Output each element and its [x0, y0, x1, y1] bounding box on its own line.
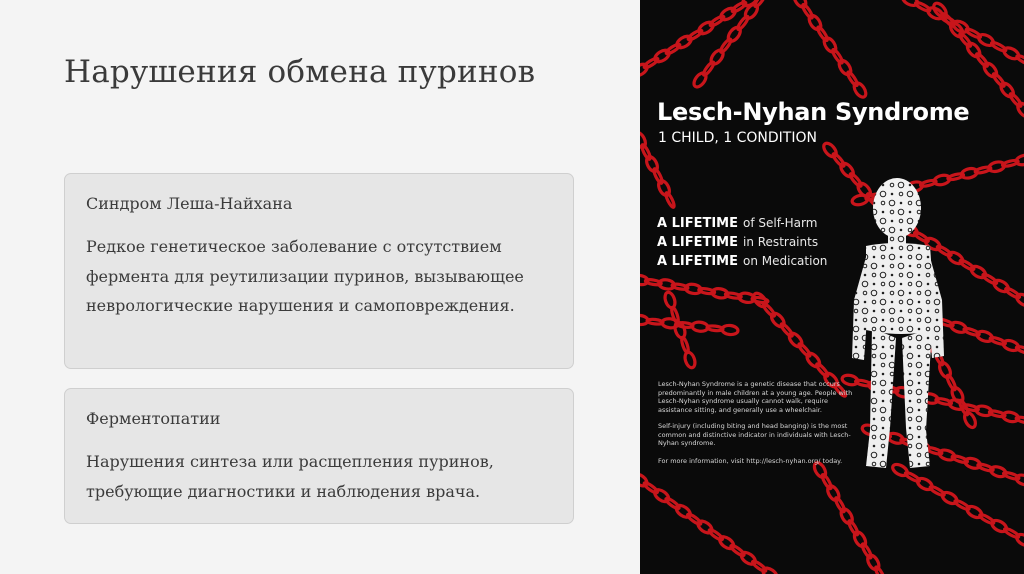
poster-subtitle: 1 CHILD, 1 CONDITION — [658, 130, 817, 146]
chain-link — [1015, 532, 1024, 548]
lifetime-lead: A LIFETIME — [657, 254, 738, 269]
figure-texture-mark — [900, 364, 902, 366]
chain-link — [1016, 416, 1024, 424]
figure-texture-mark — [945, 355, 947, 357]
figure-texture-mark — [943, 308, 949, 314]
figure-texture-mark — [926, 219, 930, 223]
figure-texture-mark — [854, 417, 858, 421]
poster-paragraph: For more information, visit http://lesch-nyhan.org/ today. — [658, 457, 843, 465]
figure-texture-mark — [943, 416, 949, 422]
figure-texture-mark — [944, 237, 948, 241]
figure-texture-mark — [873, 229, 875, 231]
chain-link — [780, 323, 794, 338]
chain-link — [832, 152, 846, 167]
chain-link — [663, 291, 677, 309]
figure-texture-mark — [853, 272, 859, 278]
chain-link — [797, 343, 811, 358]
figure-texture-mark — [898, 425, 904, 431]
figure-texture-mark — [899, 381, 903, 385]
figure-texture-mark — [935, 417, 939, 421]
figure-texture-mark — [900, 391, 902, 393]
card-lesch-nyhan — [64, 173, 574, 369]
figure-texture-mark — [855, 373, 857, 375]
figure-texture-mark — [944, 210, 948, 214]
chain-graphics — [640, 0, 1024, 574]
figure-texture-mark — [935, 201, 939, 205]
figure-texture-mark — [863, 453, 867, 457]
lifetime-line — [657, 212, 817, 231]
figure-texture-mark — [943, 227, 949, 233]
figure-texture-mark — [862, 416, 868, 422]
figure-texture-mark — [943, 443, 949, 449]
figure-texture-mark — [945, 301, 947, 303]
chain-link — [730, 544, 746, 557]
lifetime-line — [657, 231, 818, 250]
poster-title: Lesch-Nyhan Syndrome — [657, 98, 970, 126]
figure-texture-mark — [864, 463, 866, 465]
figure-texture-mark — [862, 443, 868, 449]
figure-texture-mark — [943, 335, 949, 341]
chain-link — [751, 560, 767, 573]
figure-texture-mark — [945, 193, 947, 195]
figure-texture-mark — [864, 247, 866, 249]
figure-texture-mark — [853, 218, 859, 224]
lifetime-rest: on Medication — [743, 254, 828, 268]
figure-texture-mark — [927, 418, 929, 420]
figure-texture-mark — [890, 453, 894, 457]
figure-texture-mark — [890, 426, 894, 430]
chain-link — [762, 303, 776, 318]
figure-texture-mark — [882, 238, 884, 240]
chain-link — [753, 0, 766, 8]
card-body: Нарушения синтеза или расщепления пуринов, требующие диагностики и наблюдения врача. — [86, 452, 494, 501]
figure-texture-mark — [900, 337, 902, 339]
lifetime-lead: A LIFETIME — [657, 235, 738, 250]
figure-texture-mark — [854, 228, 858, 232]
figure-texture-mark — [863, 237, 867, 241]
lifetime-lead: A LIFETIME — [657, 216, 738, 231]
figure-texture-mark — [898, 371, 904, 377]
figure-texture-mark — [862, 227, 868, 233]
figure-texture-mark — [934, 407, 940, 413]
figure-texture-mark — [944, 345, 948, 349]
figure-texture-mark — [934, 434, 940, 440]
figure-texture-mark — [854, 282, 858, 286]
figure-texture-mark — [854, 255, 858, 259]
chain-link — [665, 497, 681, 510]
chain-link — [1009, 92, 1023, 107]
figure-texture-mark — [934, 380, 940, 386]
chain-link — [683, 351, 697, 369]
figure-texture-mark — [864, 355, 866, 357]
chain-link — [852, 81, 868, 99]
chain-link — [1016, 345, 1024, 354]
figure-texture-mark — [934, 218, 940, 224]
figure-texture-mark — [934, 191, 940, 197]
figure-texture-mark — [944, 291, 948, 295]
poster-paragraph: Self-injury (including biting and head banging) is the most common and distinctive indicator in individuals with Lesch-Nyhan syndrome. — [658, 422, 851, 448]
figure-texture-mark — [909, 238, 911, 240]
figure-texture-mark — [945, 274, 947, 276]
figure-texture-mark — [891, 409, 893, 411]
chain-link — [815, 363, 829, 378]
lifetime-rest: in Restraints — [743, 235, 819, 249]
chain-link — [1015, 473, 1024, 487]
figure-texture-mark — [899, 408, 903, 412]
figure-texture-mark — [900, 418, 902, 420]
figure-texture-mark — [862, 389, 868, 395]
figure-texture-mark — [864, 220, 866, 222]
figure-texture-mark — [855, 454, 857, 456]
poster-artwork — [640, 0, 1024, 574]
figure-texture-mark — [943, 200, 949, 206]
chain-link — [686, 513, 702, 526]
lifetime-rest: of Self-Harm — [743, 216, 818, 230]
figure-texture-mark — [871, 236, 877, 242]
figure-texture-mark — [944, 426, 948, 430]
figure-texture-mark — [898, 452, 904, 458]
chain-link — [942, 12, 956, 27]
figure-texture-mark — [863, 210, 867, 214]
figure-texture-mark — [936, 211, 938, 213]
figure-texture-mark — [934, 461, 940, 467]
figure-texture-mark — [855, 211, 857, 213]
figure-texture-mark — [936, 427, 938, 429]
figure-texture-mark — [863, 399, 867, 403]
figure-texture-mark — [945, 220, 947, 222]
figure-texture-mark — [898, 398, 904, 404]
figure-texture-mark — [864, 409, 866, 411]
figure-texture-mark — [871, 182, 877, 188]
figure-texture-mark — [855, 238, 857, 240]
figure-texture-mark — [935, 444, 939, 448]
figure-texture-mark — [945, 463, 947, 465]
figure-texture-mark — [918, 220, 920, 222]
lifetime-line — [657, 250, 827, 269]
figure-texture-mark — [925, 209, 931, 215]
figure-texture-mark — [936, 373, 938, 375]
figure-texture-mark — [944, 264, 948, 268]
lesch-nyhan-poster — [640, 0, 1024, 574]
figure-texture-mark — [918, 193, 920, 195]
figure-texture-mark — [927, 229, 929, 231]
card-body: Редкое генетическое заболевание с отсутствием фермента для реутилизации пуринов, вызывающее неврологические нарушения и самоповреждения. — [86, 237, 524, 315]
figure-texture-mark — [872, 219, 876, 223]
figure-texture-mark — [935, 255, 939, 259]
figure-texture-mark — [945, 328, 947, 330]
figure-texture-mark — [899, 354, 903, 358]
slide-title: Нарушения обмена пуринов — [64, 54, 536, 90]
figure-texture-mark — [900, 445, 902, 447]
figure-texture-mark — [945, 409, 947, 411]
figure-texture-mark — [945, 436, 947, 438]
figure-texture-mark — [864, 436, 866, 438]
chain-link — [1015, 154, 1024, 167]
figure-texture-mark — [935, 228, 939, 232]
figure-texture-mark — [943, 281, 949, 287]
card-heading: Синдром Леша-Найхана — [86, 194, 293, 213]
chain-link — [975, 52, 989, 67]
chain-link — [992, 72, 1006, 87]
figure-texture-mark — [945, 382, 947, 384]
poster-paragraph: Lesch-Nyhan Syndrome is a genetic disease that occurs predominantly in male children at a young age. People with Lesch-Nyhan syndrome usually cannot walk, require assistance sitting, and generally use a wheelchair. — [658, 380, 853, 414]
figure-texture-mark — [944, 453, 948, 457]
figure-texture-mark — [934, 272, 940, 278]
figure-texture-mark — [854, 363, 858, 367]
card-heading: Ферментопатии — [86, 409, 221, 428]
chain-link — [962, 411, 977, 429]
figure-texture-mark — [943, 389, 949, 395]
figure-texture-mark — [936, 265, 938, 267]
figure-texture-mark — [927, 202, 929, 204]
chain-link — [1016, 54, 1024, 65]
figure-texture-mark — [863, 372, 867, 376]
card-enzymopathies — [64, 388, 574, 524]
figure-texture-mark — [853, 245, 859, 251]
chain-link — [664, 192, 675, 208]
chain-link — [849, 172, 863, 187]
figure-texture-mark — [935, 390, 939, 394]
figure-texture-mark — [926, 192, 930, 196]
figure-texture-mark — [855, 265, 857, 267]
figure-texture-mark — [862, 362, 868, 368]
